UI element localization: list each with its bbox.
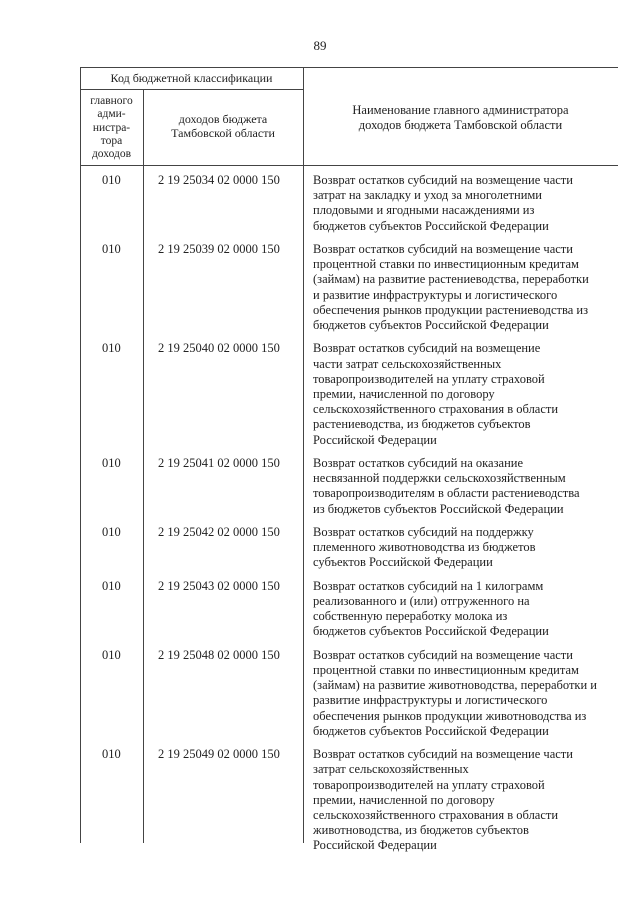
- name-line: затрат на закладку и уход за многолетними: [313, 188, 542, 203]
- admin-code: 010: [102, 747, 121, 762]
- header-admin-line: доходов: [91, 148, 132, 161]
- name-line: Возврат остатков субсидий на возмещение части: [313, 647, 573, 662]
- budget-code: 2 19 25042 02 0000 150: [158, 525, 280, 539]
- name-line: из бюджетов субъектов Российской Федерации: [313, 501, 564, 516]
- table-top-border: [80, 67, 618, 68]
- name-line: растениеводства, из бюджетов субъектов: [313, 417, 531, 432]
- name-line: Возврат остатков субсидий на 1 килограмм: [313, 578, 544, 593]
- name-line: сельскохозяйственного страхования в области: [313, 402, 559, 417]
- admin-code: 010: [102, 456, 121, 470]
- admin-code: 010: [102, 647, 121, 662]
- name-line: Возврат остатков субсидий на возмещение части: [313, 242, 573, 256]
- budget-code: 2 19 25034 02 0000 150: [158, 173, 280, 187]
- name-line: товаропроизводителей на уплату страховой: [313, 371, 545, 386]
- header-income-line: доходов бюджета: [178, 112, 268, 126]
- name-line: (займам) на развитие растениеводства, переработки: [313, 272, 589, 287]
- name-line: и развитие инфраструктуры и логистического: [313, 287, 558, 302]
- name-line: Возврат остатков субсидий на возмещение части: [313, 173, 573, 187]
- name-line: товаропроизводителей на уплату страховой: [313, 777, 545, 792]
- header-income-code: [143, 112, 303, 140]
- name-line: Возврат остатков субсидий на поддержку: [313, 525, 534, 539]
- name-line: бюджетов субъектов Российской Федерации: [313, 318, 549, 333]
- budget-code: 2 19 25040 02 0000 150: [158, 341, 280, 356]
- name-line: Возврат остатков субсидий на возмещение части: [313, 747, 573, 762]
- budget-code: 2 19 25049 02 0000 150: [158, 747, 280, 762]
- administrator-name: [313, 242, 589, 333]
- name-line: племенного животноводства из бюджетов: [313, 540, 536, 555]
- header-admin-line: тора: [100, 134, 123, 147]
- name-line: товаропроизводителям в области растениеводства: [313, 486, 580, 501]
- admin-code: 010: [102, 173, 121, 187]
- administrator-name: [313, 579, 549, 640]
- name-line: несвязанной поддержки сельскохозяйственным: [313, 471, 566, 486]
- column-divider-2: [303, 67, 304, 843]
- header-income-line: Тамбовской области: [171, 126, 275, 140]
- name-line: премии, начисленной по договору: [313, 387, 495, 401]
- name-line: Российской Федерации: [313, 838, 437, 853]
- header-bottom-border: [80, 165, 618, 166]
- name-line: реализованного и (или) отгруженного на: [313, 594, 530, 608]
- administrator-name: [313, 525, 536, 571]
- budget-code: 2 19 25039 02 0000 150: [158, 242, 280, 256]
- name-line: бюджетов субъектов Российской Федерации: [313, 218, 549, 233]
- name-line: затрат сельскохозяйственных: [313, 762, 469, 777]
- administrator-name: [313, 747, 573, 853]
- name-line: части затрат сельскохозяйственных: [313, 356, 502, 371]
- name-line: бюджетов субъектов Российской Федерации: [313, 723, 549, 738]
- name-line: премии, начисленной по договору: [313, 792, 495, 807]
- header-admin-line: нистра-: [92, 121, 131, 134]
- header-administrator-name: [303, 103, 618, 133]
- name-line: Возврат остатков субсидий на оказание: [313, 456, 524, 470]
- name-line: обеспечения рынков продукции растениеводства из: [313, 302, 589, 317]
- admin-code: 010: [102, 525, 121, 539]
- header-budget-classification: Код бюджетной классификации: [110, 71, 273, 85]
- name-line: процентной ставки по инвестиционным кредитам: [313, 663, 579, 677]
- admin-code: 010: [102, 578, 121, 593]
- name-line: процентной ставки по инвестиционным кредитам: [313, 257, 579, 272]
- page-number: 89: [313, 38, 327, 53]
- administrator-name: [313, 173, 573, 234]
- name-line: животноводства, из бюджетов субъектов: [313, 823, 529, 838]
- name-line: собственную переработку молока из: [313, 609, 508, 624]
- name-line: Российской Федерации: [313, 432, 437, 447]
- name-line: Возврат остатков субсидий на возмещение: [313, 341, 541, 356]
- header-admin-code: [80, 95, 143, 161]
- header-name-line: Наименование главного администратора: [352, 103, 569, 117]
- name-line: обеспечения рынков продукции животноводства из: [313, 708, 587, 723]
- header-admin-line: главного: [90, 95, 133, 107]
- budget-code: 2 19 25048 02 0000 150: [158, 647, 280, 662]
- name-line: субъектов Российской Федерации: [313, 555, 493, 570]
- group-header-divider: [80, 89, 303, 90]
- administrator-name: [313, 648, 597, 739]
- administrator-name: [313, 456, 580, 517]
- name-line: развитие инфраструктуры и логистического: [313, 693, 548, 708]
- name-line: бюджетов субъектов Российской Федерации: [313, 624, 549, 639]
- name-line: (займам) на развитие животноводства, переработки и: [313, 678, 597, 693]
- budget-classification-table: [80, 67, 618, 853]
- left-border: [80, 67, 81, 843]
- column-divider-1: [143, 89, 144, 843]
- header-name-line: доходов бюджета Тамбовской области: [358, 118, 563, 132]
- admin-code: 010: [102, 341, 121, 356]
- budget-code: 2 19 25043 02 0000 150: [158, 578, 280, 593]
- budget-code: 2 19 25041 02 0000 150: [158, 456, 280, 470]
- admin-code: 010: [102, 242, 121, 256]
- name-line: сельскохозяйственного страхования в области: [313, 808, 559, 822]
- name-line: плодовыми и ягодными насаждениями из: [313, 203, 535, 218]
- administrator-name: [313, 341, 558, 447]
- header-admin-line: адми-: [97, 108, 126, 121]
